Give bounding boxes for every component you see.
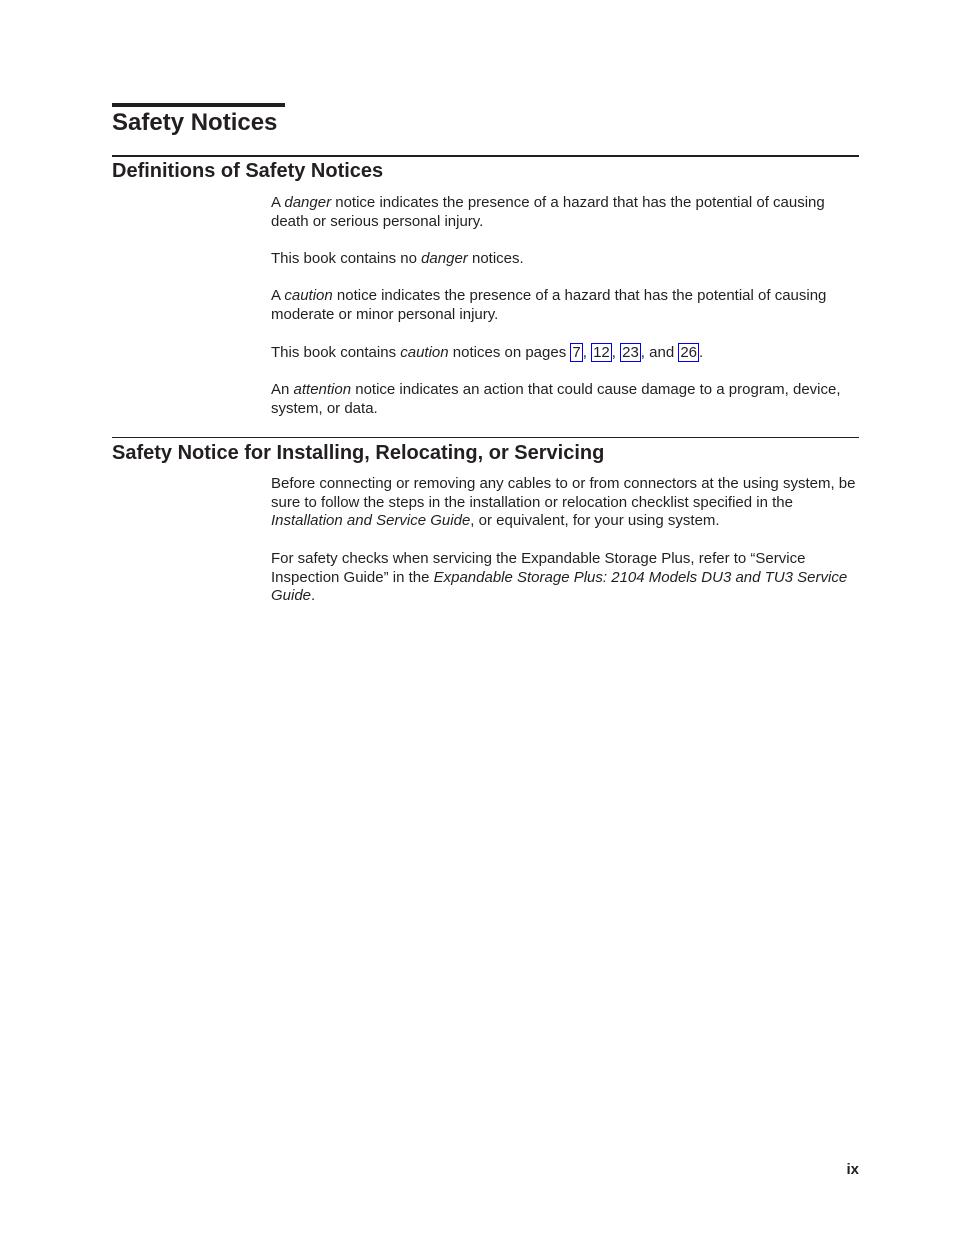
- page-link-7[interactable]: 7: [572, 344, 581, 361]
- page-title-rule: [112, 103, 285, 107]
- section-rule: [112, 155, 859, 157]
- section-heading-installing: Safety Notice for Installing, Relocating, or Servicing: [112, 442, 605, 464]
- page-number: ix: [846, 1161, 859, 1178]
- page-link-23[interactable]: 23: [622, 344, 639, 361]
- section-rule: [112, 437, 859, 438]
- page-link-26[interactable]: 26: [680, 344, 698, 361]
- page-title: Safety Notices: [112, 109, 278, 136]
- paragraph-caution-pages: This book contains caution notices on pages 7 , 12 , 23 , and 26 .: [271, 344, 704, 361]
- page-link-12[interactable]: 12: [593, 344, 610, 361]
- paragraph-attention-definition: An attention notice indicates an action that could cause damage to a program, device, system, or data.: [271, 381, 841, 417]
- paragraph-caution-definition: A caution notice indicates the presence of a hazard that has the potential of causing moderate or minor personal injury.: [271, 287, 827, 323]
- paragraph-cables-checklist: Before connecting or removing any cables to or from connectors at the using system, be sure to follow the steps in the installation or relocation checklist specified in the Installation and Service Guide, or equivalent, for your using system.: [271, 475, 856, 530]
- paragraph-safety-checks: For safety checks when servicing the Expandable Storage Plus, refer to “Service Inspection Guide” in the Expandable Storage Plus: 2104 Models DU3 and TU3 Service Guide.: [271, 550, 848, 605]
- paragraph-danger-count: This book contains no danger notices.: [271, 250, 524, 267]
- paragraph-danger-definition: A danger notice indicates the presence of a hazard that has the potential of causing death or serious personal injury.: [271, 194, 825, 230]
- section-heading-definitions: Definitions of Safety Notices: [112, 160, 384, 182]
